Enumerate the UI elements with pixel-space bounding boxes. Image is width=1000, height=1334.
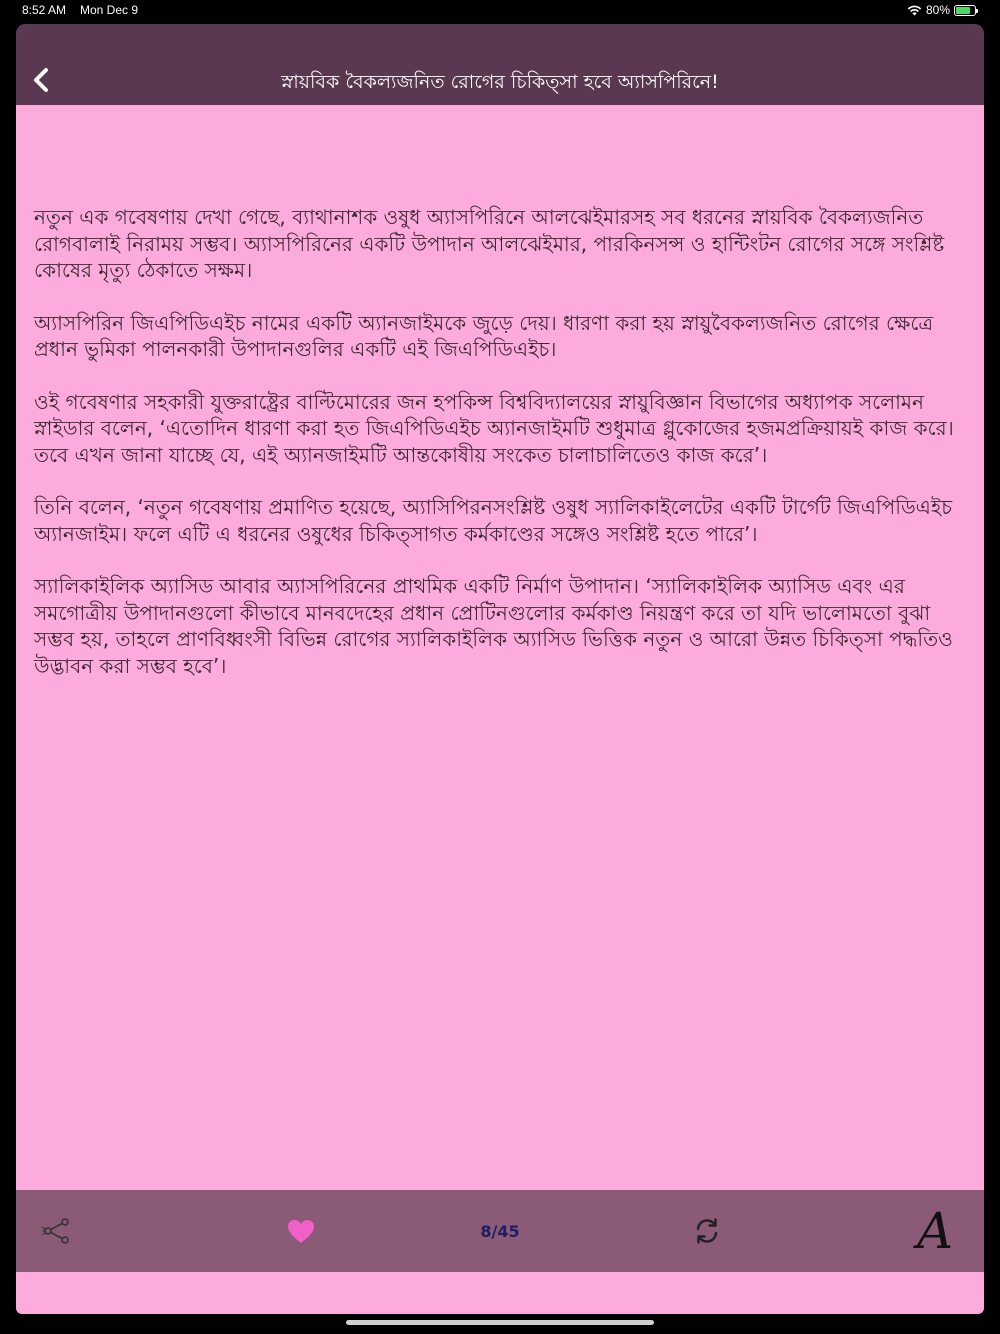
page-title: স্নায়বিক বৈকল্যজনিত রোগের চিকিত্সা হবে অ্যাসপিরিনে! — [281, 71, 719, 93]
app-window — [16, 24, 984, 1314]
status-date: Mon Dec 9 — [80, 3, 139, 17]
home-indicator[interactable] — [346, 1320, 654, 1325]
share-icon — [41, 1217, 71, 1245]
article-paragraph: অ্যাসপিরিন জিএপিডিএইচ নামের একটি অ্যানজাইমকে জুড়ে দেয়। ধারণা করা হয় স্নায়ুবৈকল্যজনিত রোগের ক্ষেত্রে প্রধান ভুমিকা পালনকারী উপাদানগুলির একটি এই জিএপিডিএইচ। — [34, 310, 934, 361]
article-paragraph: নতুন এক গবেষণায় দেখা গেছে, ব্যাথানাশক ওষুধ অ্যাসপিরিনে আলঝেইমারসহ সব ধরনের স্নায়বিক বৈকল্যজনিত রোগবালাই নিরাময় সম্ভব। অ্যাসপিরিনের একটি উপাদান আলঝেইমার, পারকিনসন্স ও হান্টিংটন রোগের সঙ্গে সংশ্লিষ্ট কোষের মৃত্যু ঠেকাতে সক্ষম। — [34, 205, 945, 282]
heart-icon — [286, 1218, 316, 1244]
share-button[interactable] — [38, 1190, 74, 1272]
status-time: 8:52 AM — [22, 3, 67, 17]
status-bar — [0, 0, 1000, 22]
refresh-icon — [693, 1217, 721, 1245]
article-paragraph: ওই গবেষণার সহকারী যুক্তরাষ্ট্রের বাল্টিমোরের জন হপকিন্স বিশ্ববিদ্যালয়ের স্নায়ুবিজ্ঞান বিভাগের অধ্যাপক সলোমন স্নাইডার বলেন, ‘এতোদিন ধারণা করা হত জিএপিডিএইচ অ্যানজাইমটি শুধুমাত্র গ্লুকোজের হজমপ্রক্রিয়ায়ই কাজ করে। তবে এখন জানা যাচ্ছে যে, এই অ্যানজাইমটি আন্তকোষীয় সংকেত চালাচালিতেও কাজ করে’। — [34, 389, 954, 467]
chevron-left-icon — [32, 67, 50, 93]
status-indicators — [907, 3, 976, 17]
battery-percent: 80% — [925, 3, 950, 17]
page-counter: 8/45 — [480, 1221, 520, 1241]
bottom-toolbar — [16, 1190, 984, 1272]
favorite-button[interactable] — [284, 1190, 318, 1272]
back-button[interactable] — [28, 64, 54, 96]
navbar — [16, 24, 984, 105]
refresh-button[interactable] — [690, 1190, 724, 1272]
article-paragraph: তিনি বলেন, ‘নতুন গবেষণায় প্রমাণিত হয়েছে, অ্যাসিপিরনসংশ্লিষ্ট ওষুধ স্যালিকাইলেটের একটি টার্গেট জিএপিডিএইচ অ্যানজাইম। ফলে এটি এ ধরনের ওষুধের চিকিত্সাগত কর্মকাণ্ডের সঙ্গেও সংশ্লিষ্ট হতে পারে’। — [34, 495, 953, 546]
wifi-icon — [907, 5, 922, 16]
battery-icon — [954, 5, 976, 16]
article-body — [34, 204, 966, 705]
font-size-button[interactable]: A — [916, 1202, 954, 1260]
article-paragraph: স্যালিকাইলিক অ্যাসিড আবার অ্যাসপিরিনের প্রাথমিক একটি নির্মাণ উপাদান। ‘স্যালিকাইলিক অ্যাসিড এবং এর সমগোত্রীয় উপাদানগুলো কীভাবে মানবদেহের প্রধান প্রোটিনগুলোর কর্মকাণ্ড নিয়ন্ত্রণ করে তা যদি ভালোমতো বুঝা সম্ভব হয়, তাহলে প্রাণবিধ্বংসী বিভিন্ন রোগের স্যালিকাইলিক অ্যাসিড ভিত্তিক নতুন ও আরো উন্নত চিকিত্সা পদ্ধতিও উদ্ভাবন করা সম্ভব হবে’। — [34, 574, 953, 678]
